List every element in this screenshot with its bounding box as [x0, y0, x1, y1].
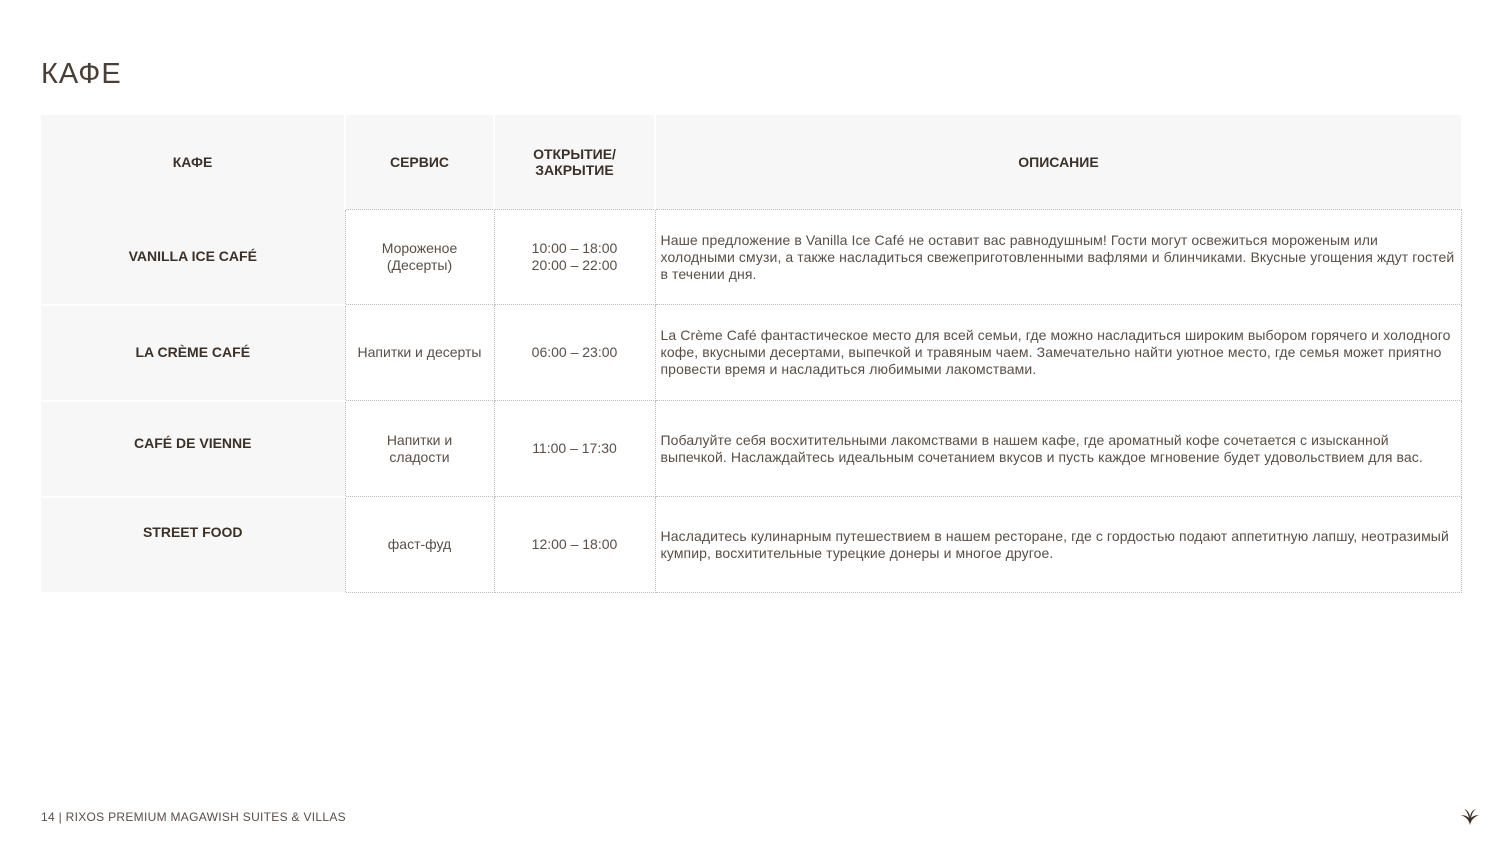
hours-line: 11:00 – 17:30 [532, 440, 617, 456]
service-line: Напитки и [386, 431, 453, 448]
header-hours: ОТКРЫТИЕ/ЗАКРЫТИЕ [494, 115, 655, 210]
cafe-service [345, 210, 494, 305]
table-header-row [41, 115, 1461, 210]
service-line: сладости [389, 448, 450, 465]
hours-line: 10:00 – 18:00 [531, 240, 618, 256]
hours-line: 12:00 – 18:00 [531, 536, 618, 552]
cafe-service [345, 401, 494, 497]
cafe-description: La Crème Café фантастическое место для всей семьи, где можно насладиться широким выбором горячего и холодного кофе, вкусными десертами, выпечкой и травяным чаем. Замечательно найти уютное место, где семья может приятно провести время и насладиться любимыми лакомствами. [655, 305, 1461, 401]
service-line: фаст-фуд [387, 536, 452, 552]
cafe-description: Побалуйте себя восхитительными лакомствами в нашем кафе, где ароматный кофе сочетается с изысканной выпечкой. Наслаждайтесь идеальным сочетанием вкусов и пусть каждое мгновение будет удовольствием для вас. [655, 401, 1461, 497]
table-row [41, 305, 1461, 401]
cafe-hours [494, 497, 655, 593]
cafe-name: LA CRÈME CAFÉ [41, 305, 345, 401]
cafe-service [345, 305, 494, 401]
header-cafe: КАФЕ [41, 115, 345, 210]
cafe-hours [494, 401, 655, 497]
table-row [41, 401, 1461, 497]
cafe-name: VANILLA ICE CAFÉ [41, 210, 345, 305]
table-row [41, 210, 1461, 305]
cafe-service [345, 497, 494, 593]
cafe-name: STREET FOOD [41, 497, 345, 593]
hours-line: 06:00 – 23:00 [531, 344, 618, 360]
cafe-hours [494, 210, 655, 305]
service-line: (Десерты) [386, 257, 453, 273]
cafe-hours [494, 305, 655, 401]
rixos-leaf-logo-icon [1460, 808, 1480, 826]
cafe-table [41, 115, 1462, 594]
service-line: Мороженое [381, 240, 458, 256]
cafe-name: CAFÉ DE VIENNE [41, 401, 345, 497]
page-title: КАФЕ [41, 58, 122, 90]
footer-page-label: 14 | RIXOS PREMIUM MAGAWISH SUITES & VILLAS [41, 810, 346, 824]
cafe-description: Наше предложение в Vanilla Ice Café не оставит вас равнодушным! Гости могут освежиться мороженым или холодными смузи, а также насладиться свежеприготовленными вафлями и блинчиками. Вкусные угощения ждут гостей в течении дня. [655, 210, 1461, 305]
hours-line: 20:00 – 22:00 [531, 257, 618, 273]
header-description: ОПИСАНИЕ [655, 115, 1461, 210]
header-service: СЕРВИС [345, 115, 494, 210]
cafe-description: Насладитесь кулинарным путешествием в нашем ресторане, где с гордостью подают аппетитную лапшу, неотразимый кумпир, восхитительные турецкие донеры и многое другое. [655, 497, 1461, 593]
service-line: Напитки и десерты [357, 344, 482, 360]
table-row [41, 497, 1461, 593]
